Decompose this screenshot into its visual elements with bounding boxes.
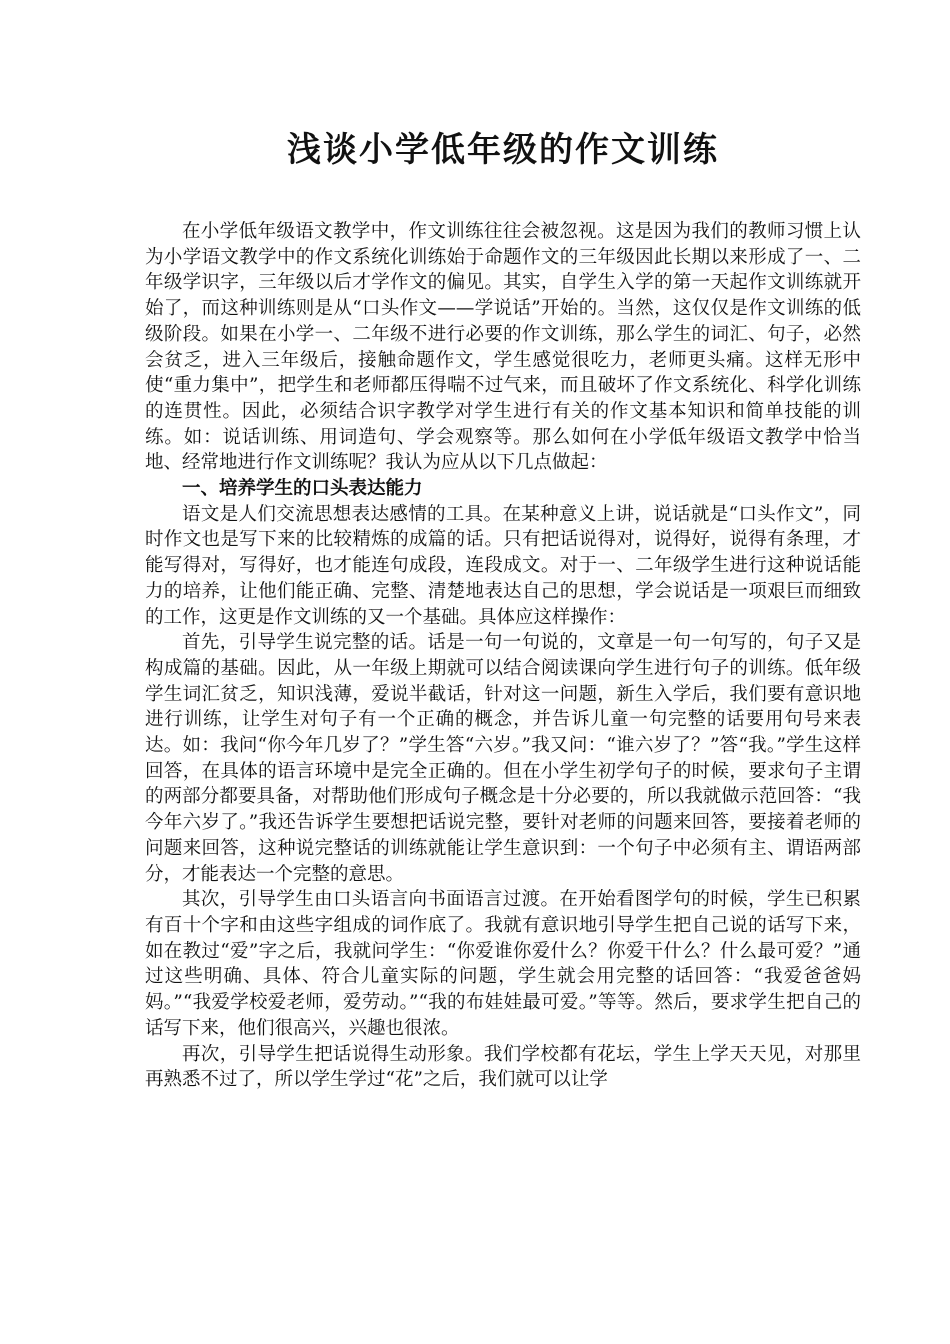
body-paragraph: 其次，引导学生由口头语言向书面语言过渡。在开始看图学句的时候，学生已积累有百十个字和由这些字组成的词作底了。我就有意识地引导学生把自己说的话写下来，如在教过“爱”字之后，我就问学生：“你爱谁你爱什么？你爱干什么？什么最可爱？”通过这些明确、具体、符合儿童实际的问题，学生就会用完整的话回答：“我爱爸爸妈妈。”“我爱学校爱老师，爱劳动。”“我的布娃娃最可爱。”等等。然后，要求学生把自己的话写下来，他们很高兴，兴趣也很浓。 xyxy=(145,889,861,1039)
body-paragraph: 再次，引导学生把话说得生动形象。我们学校都有花坛，学生上学天天见，对那里再熟悉不过了，所以学生学过“花”之后，我们就可以让学 xyxy=(145,1043,861,1091)
document-title: 浅谈小学低年级的作文训练 xyxy=(287,130,719,170)
document-body xyxy=(145,219,861,1093)
body-paragraph: 首先，引导学生说完整的话。话是一句一句说的，文章是一句一句写的，句子又是构成篇的基础。因此，从一年级上期就可以结合阅读课向学生进行句子的训练。低年级学生词汇贫乏，知识浅薄，爱说半截话，针对这一问题，新生入学后，我们要有意识地进行训练，让学生对句子有一个正确的概念，并告诉儿童一句完整的话要用句号来表达。如：我问“你今年几岁了？”学生答“六岁。”我又问：“谁六岁了？”答“我。”学生这样回答，在具体的语言环境中是完全正确的。但在小学生初学句子的时候，要求句子主谓的两部分都要具备，对帮助他们形成句子概念是十分必要的，所以我就做示范回答：“我今年六岁了。”我还告诉学生要想把话说完整，要针对老师的问题来回答，要接着老师的问题来回答，这种说完整话的训练就能让学生意识到：一个句子中必须有主、谓语两部分，才能表达一个完整的意思。 xyxy=(145,632,861,885)
body-paragraph: 语文是人们交流思想表达感情的工具。在某种意义上讲，说话就是“口头作文”，同时作文也是写下来的比较精炼的成篇的话。只有把话说得对，说得好，说得有条理，才能写得对，写得好，也才能连句成段，连段成文。对于一、二年级学生进行这种说话能力的培养，让他们能正确、完整、清楚地表达自己的思想，学会说话是一项艰巨而细致的工作，这更是作文训练的又一个基础。具体应这样操作： xyxy=(145,503,861,628)
section-heading: 一、培养学生的口头表达能力 xyxy=(182,478,423,500)
intro-paragraph: 在小学低年级语文教学中，作文训练往往会被忽视。这是因为我们的教师习惯上认为小学语文教学中的作文系统化训练始于命题作文的三年级因此长期以来形成了一、二年级学识字，三年级以后才学作文的偏见。其实，自学生入学的第一天起作文训练就开始了，而这种训练则是从“口头作文——学说话”开始的。当然，这仅仅是作文训练的低级阶段。如果在小学一、二年级不进行必要的作文训练，那么学生的词汇、句子，必然会贫乏，进入三年级后，接触命题作文，学生感觉很吃力，老师更头痛。这样无形中使“重力集中”，把学生和老师都压得喘不过气来，而且破坏了作文系统化、科学化训练的连贯性。因此，必须结合识字教学对学生进行有关的作文基本知识和简单技能的训练。如：说话训练、用词造句、学会观察等。那么如何在小学低年级语文教学中恰当地、经常地进行作文训练呢？我认为应从以下几点做起： xyxy=(145,221,861,474)
